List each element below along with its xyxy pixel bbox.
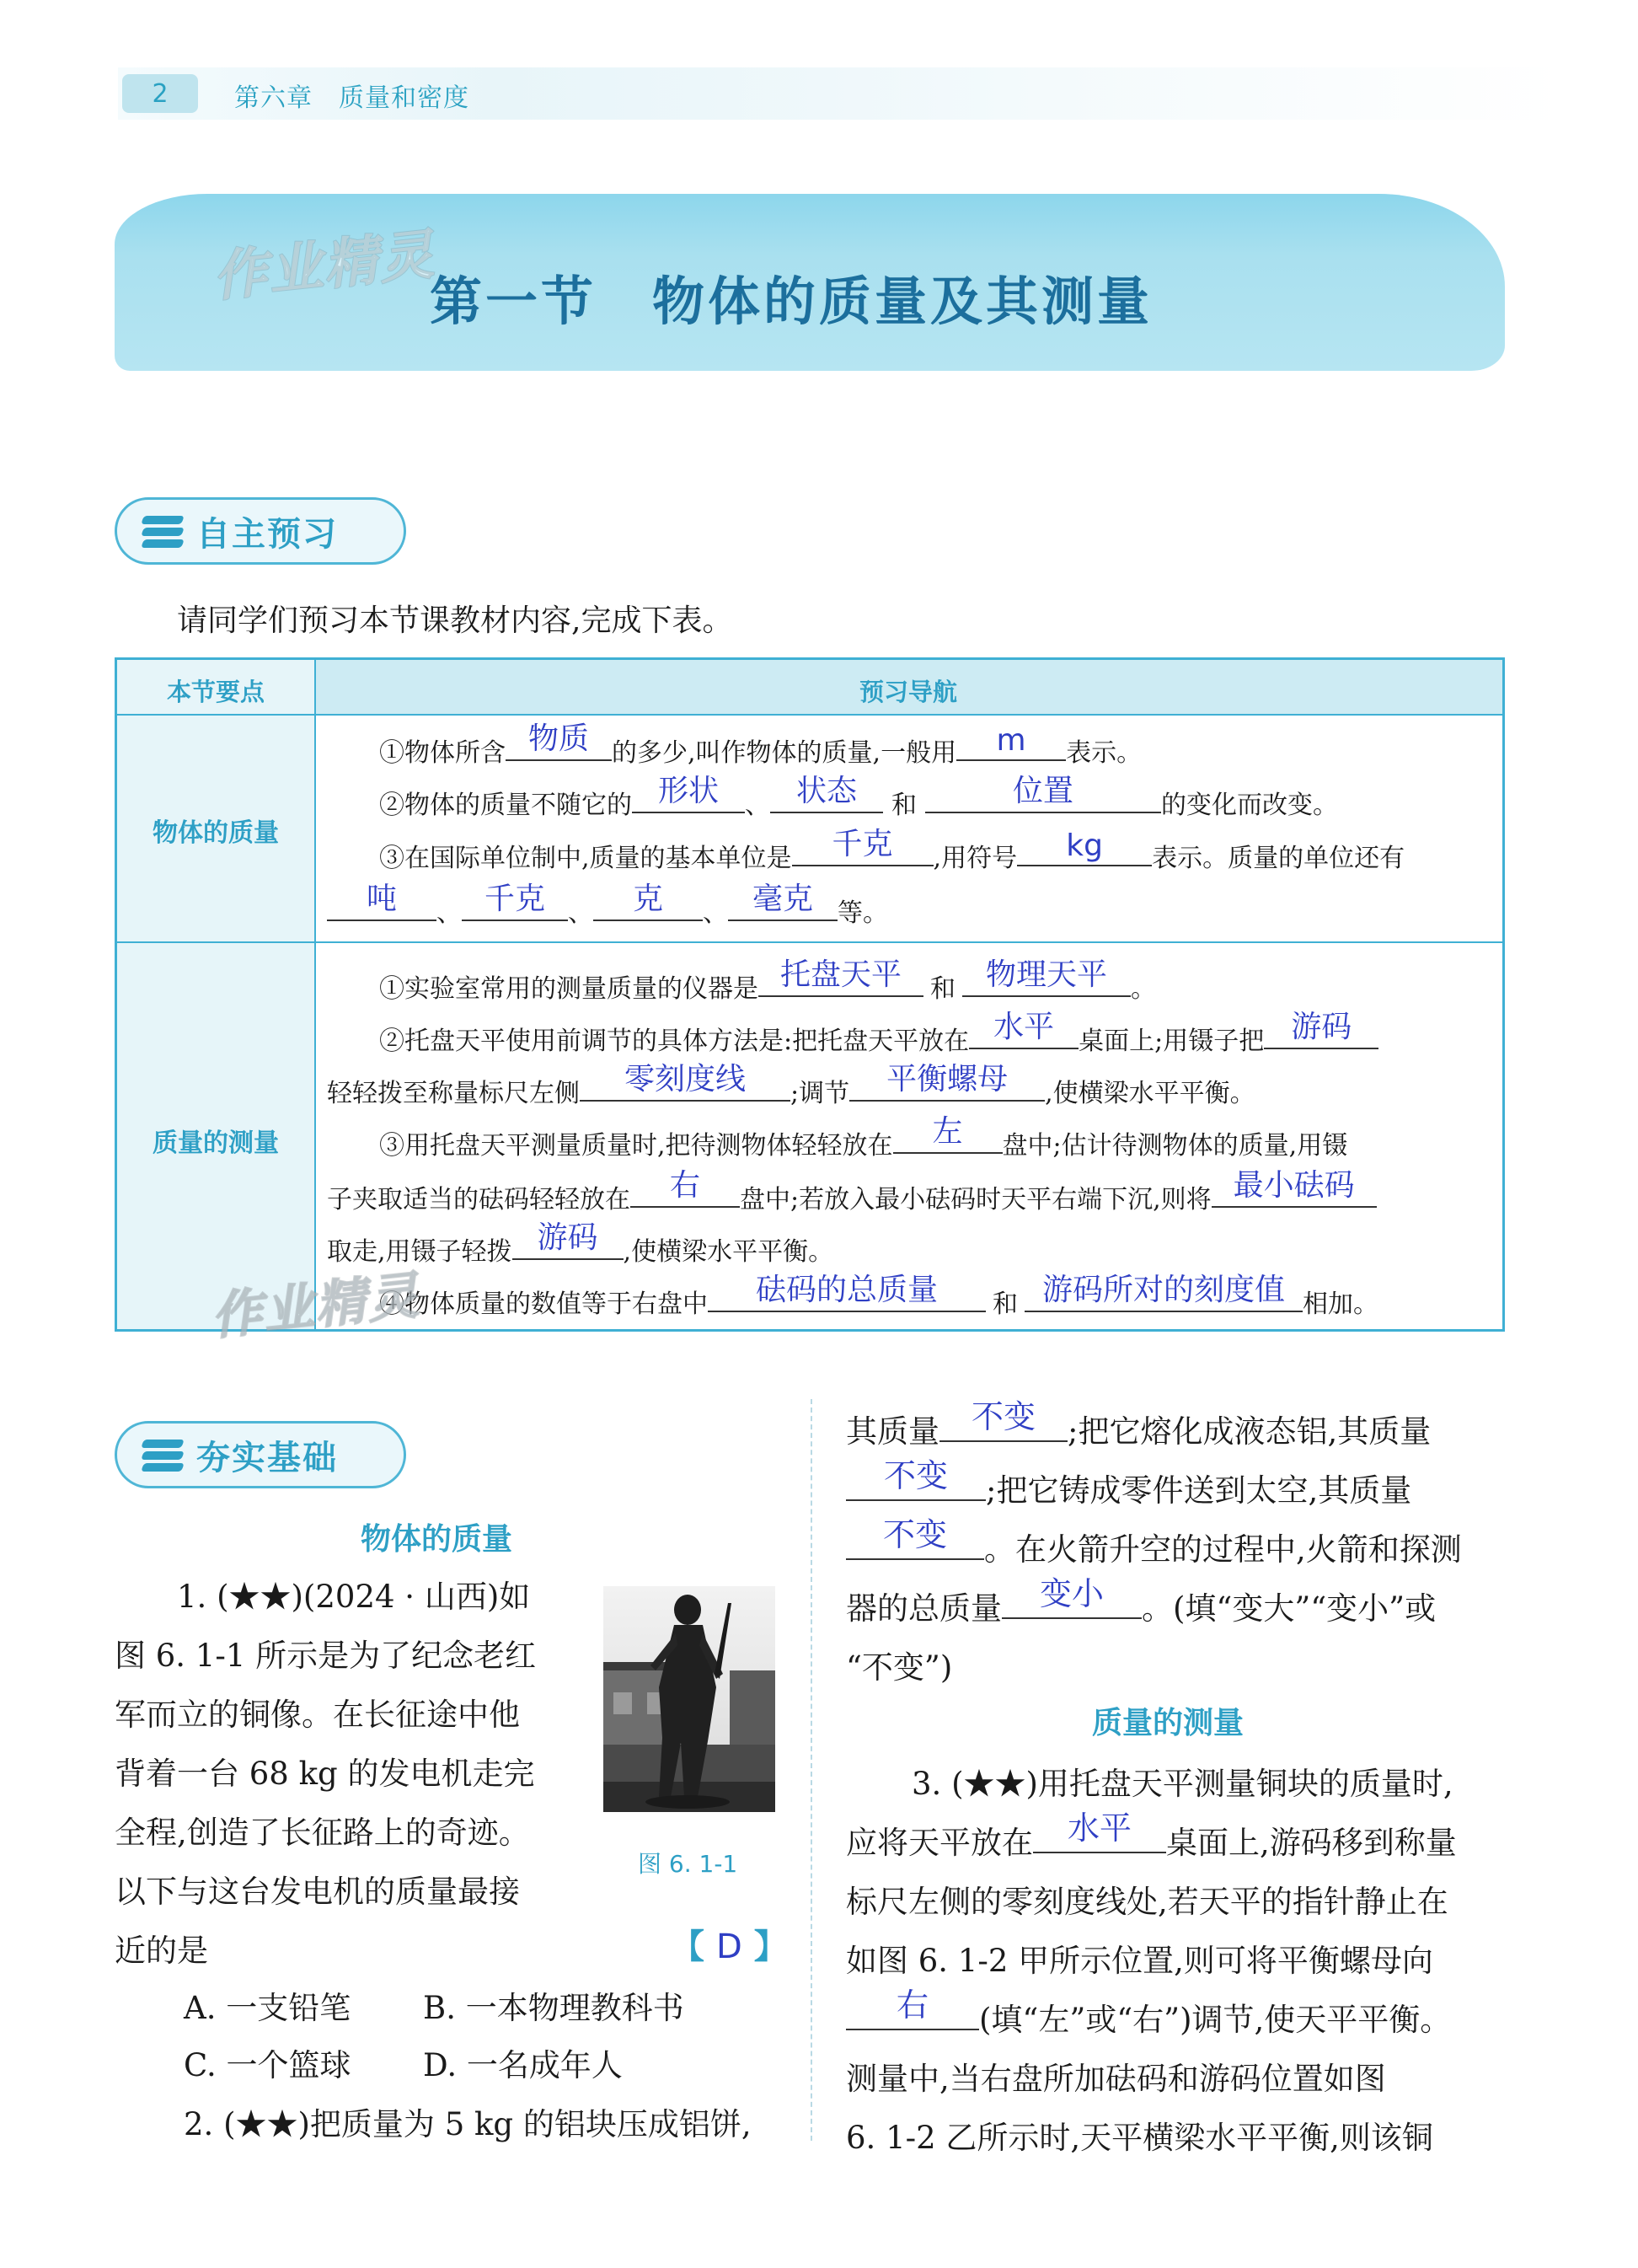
question-text: 1. (★★)(2024 · 山西)如 <box>177 1579 531 1615</box>
table-line: ④物体质量的数值等于右盘中 砝码的总质量 和 游码所对的刻度值 相加。 <box>379 1273 1378 1319</box>
answer-blank: kg <box>1017 839 1152 866</box>
statue-photo <box>603 1586 775 1812</box>
answer-bracket: 【 D 】 <box>671 1928 788 1966</box>
question-text: 6. 1-2 乙所示时,天平横梁水平平衡,则该铜 <box>846 2120 1433 2156</box>
row-label-mass: 物体的质量 <box>153 818 279 848</box>
answer-blank: 不变 <box>846 1530 984 1560</box>
question-text: 如图 6. 1-2 甲所示位置,则可将平衡螺母向 <box>846 1943 1433 1979</box>
table-line: ②物体的质量不随它的 形状 、 状态 和 位置 的变化而改变。 <box>379 774 1338 820</box>
question-text: 器的总质量 变小 。(填“变大”“变小”或 <box>846 1575 1437 1627</box>
question-text: 其质量 不变 ;把它熔化成液态铝,其质量 <box>846 1398 1432 1450</box>
figure-caption: 图 6. 1-1 <box>638 1850 738 1878</box>
answer-blank: 零刻度线 <box>580 1075 790 1102</box>
table-line: 子夹取适当的砝码轻轻放在 右 盘中;若放入最小砝码时天平右端下沉,则将 最小砝码 <box>327 1178 1377 1215</box>
answer-blank: 物质 <box>506 734 612 761</box>
table-line: 吨 、 千克 、 克 、 毫克 等。 <box>327 892 888 929</box>
answer-blank: 不变 <box>846 1471 986 1501</box>
answer-blank: 最小砝码 <box>1212 1181 1377 1208</box>
subheading-mass: 物体的质量 <box>361 1522 513 1557</box>
column-divider <box>314 660 316 1329</box>
preview-pill <box>115 497 406 565</box>
answer-blank: 形状 <box>632 786 745 813</box>
answer-choice: D <box>715 1928 742 1966</box>
answer-blank: 不变 <box>939 1412 1068 1442</box>
answer-blank: 托盘天平 <box>758 970 923 997</box>
answer-blank: m <box>956 734 1066 761</box>
answer-blank: 游码 <box>1264 1022 1378 1049</box>
option-a: A. 一支铅笔 <box>184 1990 351 2026</box>
answer-blank: 位置 <box>925 786 1161 813</box>
answer-blank: 毫克 <box>728 894 838 921</box>
basics-pill <box>115 1421 406 1488</box>
preview-pill-label: 自主预习 <box>196 514 338 554</box>
header-divider <box>117 714 1502 716</box>
table-line: 轻轻拨至称量标尺左侧 零刻度线 ;调节 平衡螺母 ,使横梁水平平衡。 <box>327 1062 1255 1108</box>
table-line: ③在国际单位制中,质量的基本单位是 千克 ,用符号 kg 表示。质量的单位还有 <box>379 827 1405 873</box>
table-label-column <box>117 660 314 1329</box>
row-divider <box>117 941 1502 943</box>
question-text: “不变”) <box>846 1649 953 1686</box>
question-text: 背着一台 68 kg 的发电机走完 <box>115 1756 535 1792</box>
row-label-measure: 质量的测量 <box>153 1129 279 1158</box>
intro-text: 请同学们预习本节课教材内容,完成下表。 <box>177 603 733 638</box>
question-text: 军而立的铜像。在长征途中他 <box>115 1697 520 1733</box>
book-stack-icon <box>142 1434 185 1475</box>
answer-blank: 平衡螺母 <box>849 1075 1045 1102</box>
answer-blank: 吨 <box>327 894 436 921</box>
table-line: 取走,用镊子轻拨 游码 ,使横梁水平平衡。 <box>327 1220 834 1267</box>
question-text: 全程,创造了长征路上的奇迹。 <box>115 1815 530 1851</box>
option-d: D. 一名成年人 <box>423 2047 623 2083</box>
answer-blank: 变小 <box>1002 1589 1142 1619</box>
table-line: ①物体所含 物质 的多少,叫作物体的质量,一般用 m 表示。 <box>379 721 1143 768</box>
answer-blank: 千克 <box>462 894 568 921</box>
question-text: 图 6. 1-1 所示是为了纪念老红 <box>115 1638 537 1674</box>
subheading-measure: 质量的测量 <box>1092 1706 1245 1740</box>
question-text: 测量中,当右盘所加砝码和游码位置如图 <box>846 2061 1386 2097</box>
option-b: B. 一本物理教科书 <box>423 1990 684 2026</box>
basics-pill-label: 夯实基础 <box>196 1438 338 1477</box>
col-header-guide: 预习导航 <box>859 678 957 706</box>
column-divider <box>811 1399 812 2141</box>
watermark: 作业精灵 <box>208 1266 423 1347</box>
question-text: 应将天平放在 水平 桌面上,游码移到称量 <box>846 1810 1457 1861</box>
statue-photo-graphic <box>603 1586 775 1812</box>
answer-blank: 水平 <box>1033 1823 1166 1853</box>
answer-blank: 游码 <box>512 1233 624 1260</box>
watermark: 作业精灵 <box>210 223 438 309</box>
answer-blank: 右 <box>630 1181 740 1208</box>
answer-blank: 千克 <box>792 839 934 866</box>
answer-blank: 物理天平 <box>962 970 1131 997</box>
col-header-keypoints: 本节要点 <box>166 678 265 706</box>
answer-blank: 水平 <box>969 1022 1079 1049</box>
table-line: ①实验室常用的测量质量的仪器是 托盘天平 和 物理天平 。 <box>379 957 1156 1004</box>
section-title: 第一节 物体的质量及其测量 <box>430 271 1154 332</box>
question-text: 不变 ;把它铸成零件送到太空,其质量 <box>846 1465 1411 1510</box>
option-c: C. 一个篮球 <box>184 2047 351 2083</box>
answer-blank: 游码所对的刻度值 <box>1025 1285 1303 1312</box>
answer-blank: 右 <box>846 2000 979 2030</box>
page-number: 2 <box>122 74 198 113</box>
table-line: ②托盘天平使用前调节的具体方法是:把托盘天平放在 水平 桌面上;用镊子把 游码 <box>379 1020 1378 1057</box>
question-text: 标尺左侧的零刻度线处,若天平的指针静止在 <box>846 1884 1448 1920</box>
question-text: 3. (★★)用托盘天平测量铜块的质量时, <box>912 1766 1453 1802</box>
answer-blank: 状态 <box>770 786 883 813</box>
chapter-title: 第六章 质量和密度 <box>234 83 469 113</box>
question-text: 不变 。在火箭升空的过程中,火箭和探测 <box>846 1524 1462 1569</box>
answer-blank: 砝码的总质量 <box>708 1285 986 1312</box>
answer-blank: 克 <box>593 894 703 921</box>
question-text: 近的是 <box>115 1933 208 1969</box>
question-text: 2. (★★)把质量为 5 kg 的铝块压成铝饼, <box>184 2106 752 2142</box>
question-text: 右 (填“左”或“右”)调节,使天平平衡。 <box>846 1994 1451 2040</box>
question-text: 以下与这台发电机的质量最接 <box>115 1874 520 1910</box>
table-line: ③用托盘天平测量质量时,把待测物体轻轻放在 左 盘中;估计待测物体的质量,用镊 <box>379 1114 1348 1161</box>
answer-blank: 左 <box>893 1127 1003 1154</box>
book-stack-icon <box>142 511 185 551</box>
